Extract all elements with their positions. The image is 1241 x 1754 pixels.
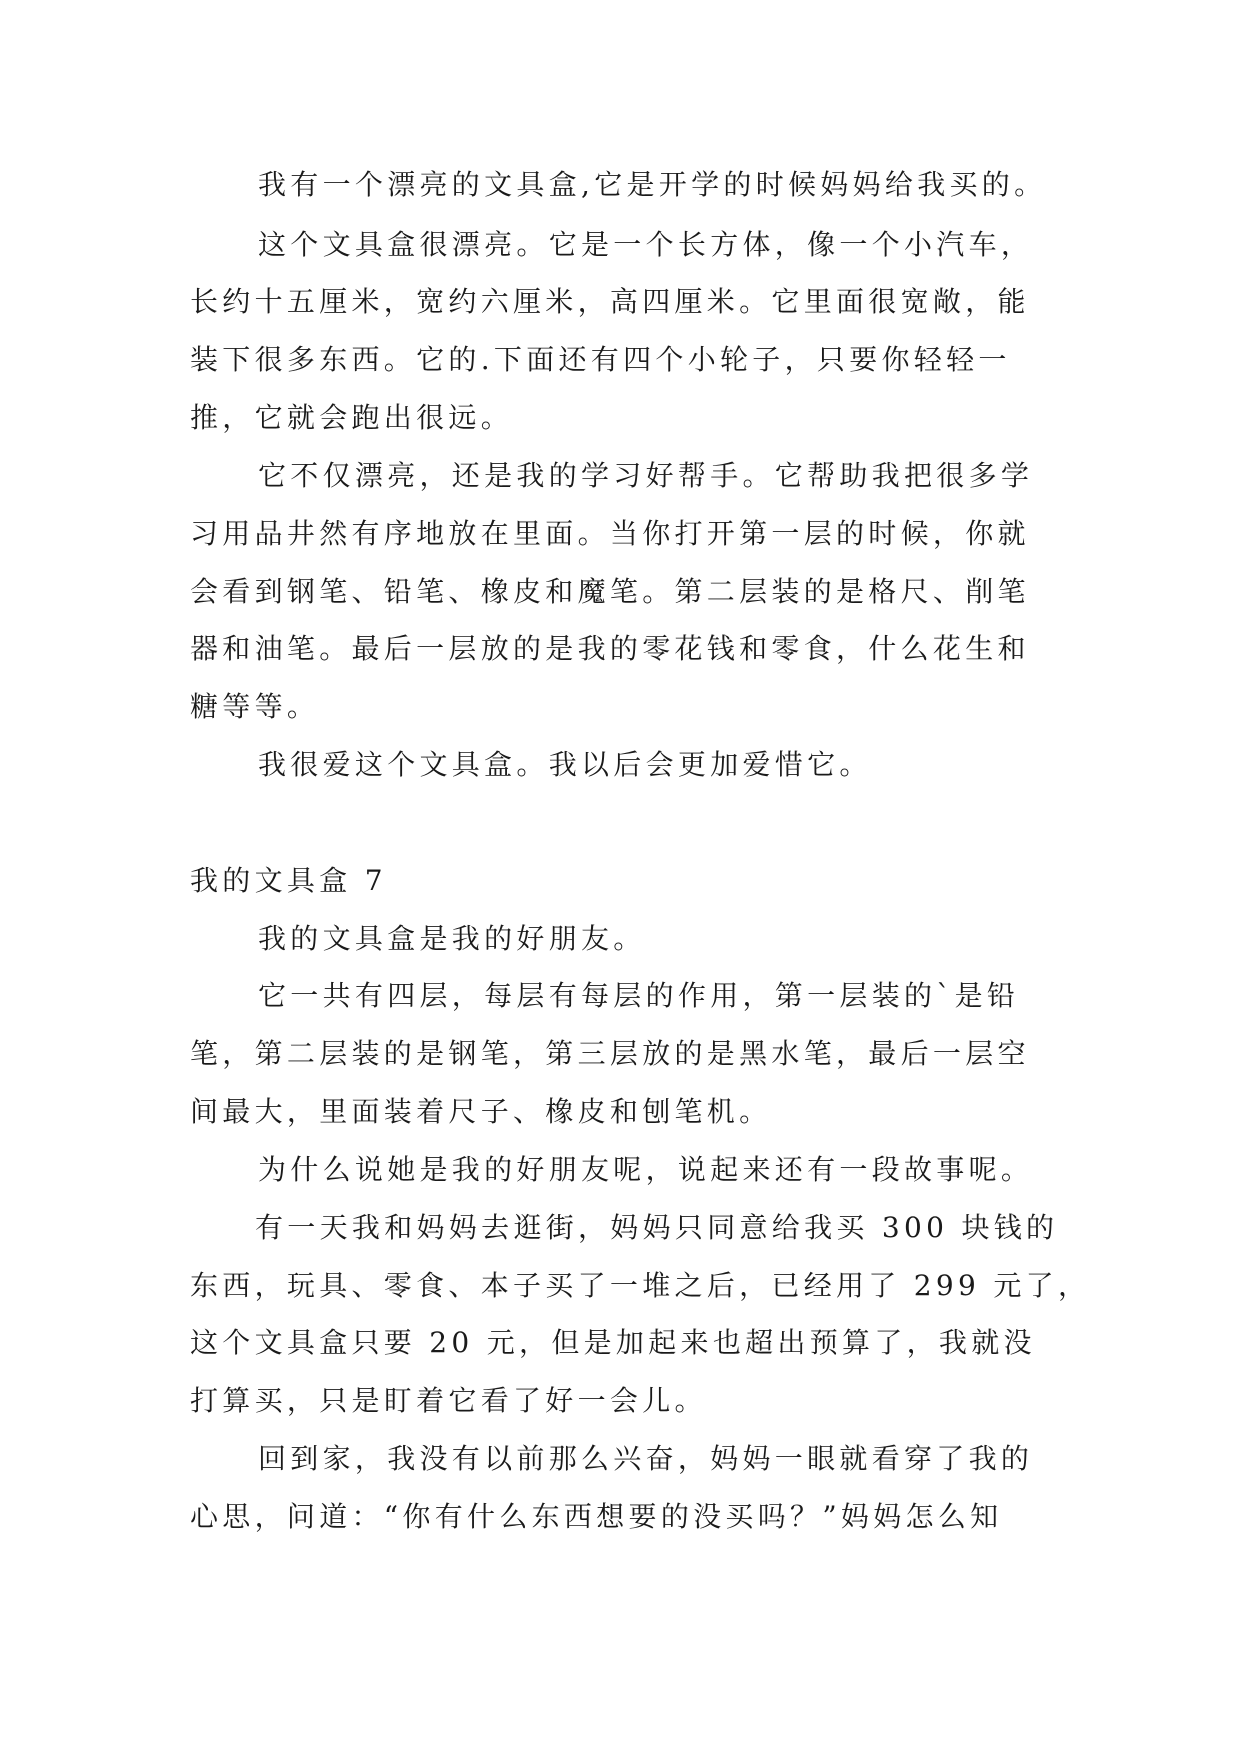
text-line: 我很爱这个文具盒。我以后会更加爱惜它。 <box>258 748 872 781</box>
text-line: 长约十五厘米，宽约六厘米，高四厘米。它里面很宽敞，能 <box>190 285 1030 318</box>
text-line: 有一天我和妈妈去逛街，妈妈只同意给我买 300 块钱的 <box>255 1211 1059 1244</box>
text-line: 这个文具盒只要 20 元，但是加起来也超出预算了，我就没 <box>190 1326 1036 1359</box>
text-line: 它不仅漂亮，还是我的学习好帮手。它帮助我把很多学 <box>258 459 1034 492</box>
text-line: 笔，第二层装的是钢笔，第三层放的是黑水笔，最后一层空 <box>190 1037 1030 1070</box>
text-line: 间最大，里面装着尺子、橡皮和刨笔机。 <box>190 1095 772 1128</box>
text-line: 推，它就会跑出很远。 <box>190 401 514 434</box>
text-line: 打算买，只是盯着它看了好一会儿。 <box>190 1384 707 1417</box>
text-line: 习用品井然有序地放在里面。当你打开第一层的时候，你就 <box>190 517 1030 550</box>
text-line: 心思，问道：“你有什么东西想要的没买吗？”妈妈怎么知 <box>190 1500 1003 1533</box>
text-line: 会看到钢笔、铅笔、橡皮和魔笔。第二层装的是格尺、削笔 <box>190 575 1030 608</box>
text-line: 它一共有四层，每层有每层的作用，第一层装的`是铅 <box>258 979 1020 1012</box>
text-line: 回到家，我没有以前那么兴奋，妈妈一眼就看穿了我的 <box>258 1442 1034 1475</box>
text-line: 东西，玩具、零食、本子买了一堆之后，已经用了 299 元了， <box>190 1269 1091 1302</box>
text-line: 我有一个漂亮的文具盒,它是开学的时候妈妈给我买的。 <box>258 168 1047 201</box>
text-line: 装下很多东西。它的.下面还有四个小轮子，只要你轻轻一 <box>190 343 1011 376</box>
section-heading: 我的文具盒 7 <box>190 864 387 897</box>
text-line: 糖等等。 <box>190 690 320 723</box>
text-line: 器和油笔。最后一层放的是我的零花钱和零食，什么花生和 <box>190 632 1030 665</box>
text-line: 这个文具盒很漂亮。它是一个长方体，像一个小汽车， <box>258 228 1034 261</box>
text-line: 为什么说她是我的好朋友呢，说起来还有一段故事呢。 <box>258 1153 1034 1186</box>
text-line: 我的文具盒是我的好朋友。 <box>258 922 646 955</box>
